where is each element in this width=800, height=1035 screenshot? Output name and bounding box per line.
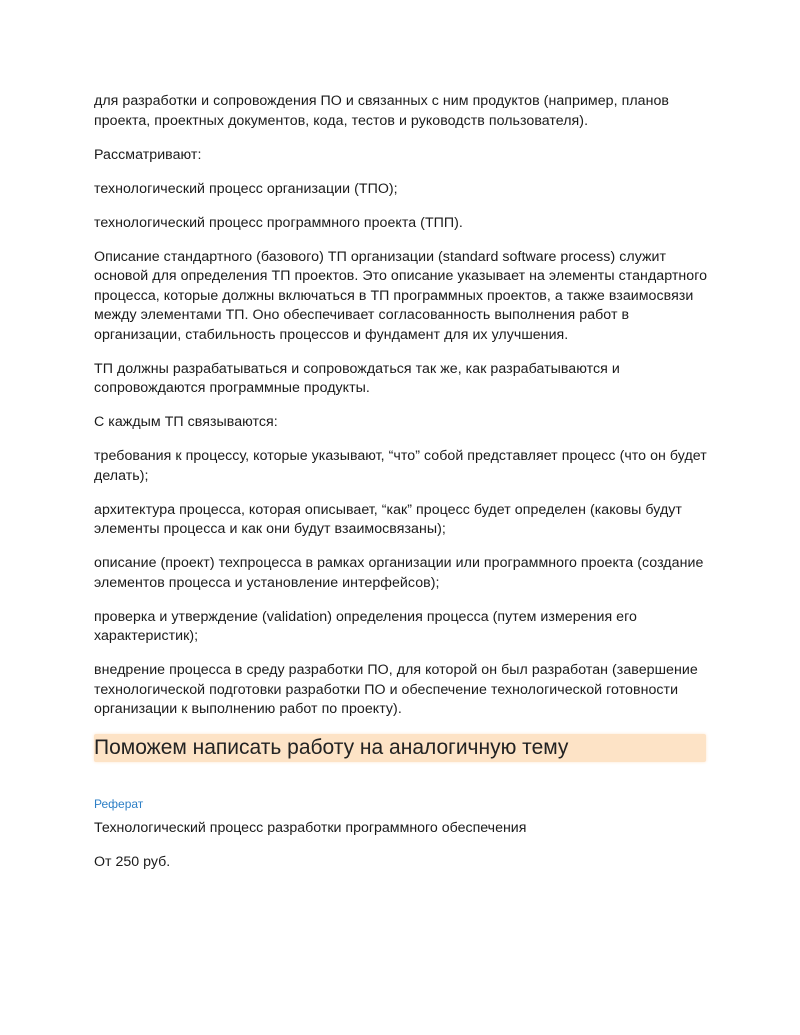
paragraph-validation: проверка и утверждение (validation) определения процесса (путем измерения его характеристик); (94, 608, 637, 644)
document-body (94, 92, 710, 873)
paragraph-description: описание (проект) техпроцесса в рамках организации или программного проекта (создание элементов процесса и установление интерфейсов); (94, 555, 704, 591)
paragraph-standard-process: Описание стандартного (базового) ТП организации (standard software process) служит основой для определения ТП проектов. Это описание указывает на элементы стандартного процесса, которые должны включаться в ТП программных проектов, а также взаимосвязи между элементами ТП. Оно обеспечивает согласованность выполнения работ в организации, стабильность процессов и фундамент для их улучшения. (94, 248, 708, 343)
paragraph-associated: С каждым ТП связываются: (94, 414, 278, 430)
paragraph-intro: для разработки и сопровождения ПО и связанных с ним продуктов (например, планов проекта, проектных документов, кода, тестов и руководств пользователя). (94, 93, 670, 129)
paragraph-requirements: требования к процессу, которые указывают, “что” собой представляет процесс (что он будет делать); (94, 448, 707, 484)
paragraph-consider: Рассматривают: (94, 146, 202, 163)
paragraph-architecture: архитектура процесса, которая описывает, “как” процесс будет определен (каковы будут элементы процесса и как они будут взаимосвязаны); (94, 501, 682, 537)
promo-banner-text: Поможем написать работу на аналогичную тему (94, 736, 569, 759)
paragraph-maintenance: ТП должны разрабатываться и сопровождаться так же, как разрабатываются и сопровождаются программные продукты. (94, 360, 620, 396)
paragraph-tpo: технологический процесс организации (ТПО); (94, 180, 398, 197)
spacer (94, 762, 710, 796)
work-price: От 250 руб. (94, 854, 171, 870)
work-type-link[interactable]: Реферат (94, 797, 144, 811)
paragraph-tpp: технологический процесс программного проекта (ТПП). (94, 214, 463, 231)
paragraph-deployment: внедрение процесса в среду разработки ПО, для которой он был разработан (завершение технологической подготовки разработки ПО и обеспечение технологической готовности организации к выполнению работ по проекту). (94, 662, 698, 717)
promo-banner (94, 734, 706, 762)
work-title: Технологический процесс разработки программного обеспечения (94, 820, 527, 836)
